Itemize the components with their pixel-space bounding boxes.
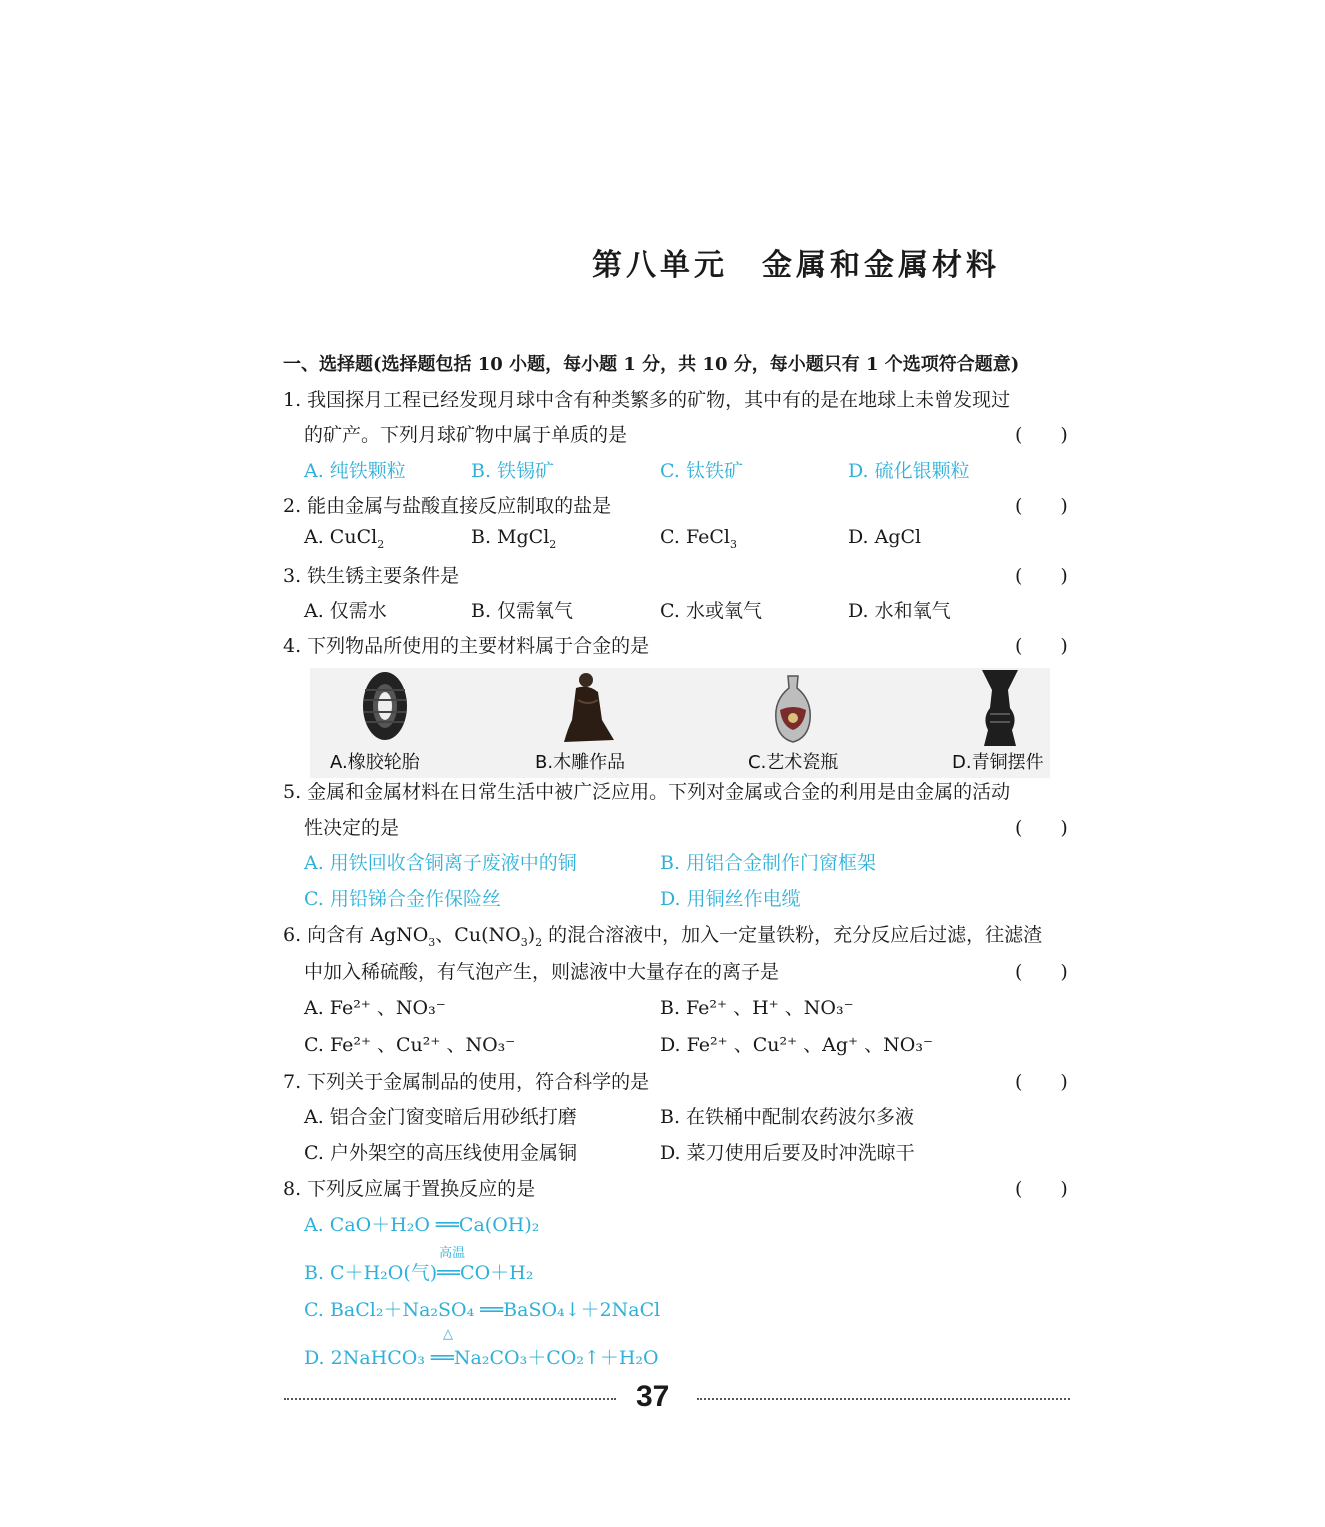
q7-option-a: A. 铝合金门窗变暗后用砂纸打磨: [304, 1106, 577, 1128]
q4-option-d: D.青铜摆件: [952, 752, 1044, 773]
q1-answer-blank: ( ): [1015, 424, 1068, 446]
q4-option-a: A.橡胶轮胎: [330, 752, 420, 773]
q8-answer-blank: ( ): [1015, 1178, 1068, 1200]
q2-stem: 2. 能由金属与盐酸直接反应制取的盐是: [283, 495, 612, 517]
q6-option-d: D. Fe²⁺ 、Cu²⁺ 、Ag⁺ 、NO₃⁻: [660, 1034, 933, 1056]
q1-stem-line1: 1. 我国探月工程已经发现月球中含有种类繁多的矿物，其中有的是在地球上未曾发现过: [283, 389, 1011, 411]
q5-stem-line1: 5. 金属和金属材料在日常生活中被广泛应用。下列对金属或合金的利用是由金属的活动: [283, 781, 1011, 803]
q8-stem: 8. 下列反应属于置换反应的是: [283, 1178, 536, 1200]
q5-option-b: B. 用铝合金制作门窗框架: [660, 852, 877, 874]
q5-stem-line2: 性决定的是: [304, 817, 400, 839]
q8-option-c: C. BaCl₂＋Na₂SO₄ ══BaSO₄↓＋2NaCl: [304, 1299, 661, 1321]
q1-option-c: C. 钛铁矿: [660, 460, 743, 482]
wood-carving-icon: [558, 670, 618, 746]
q2-option-b: B. MgCl$_2$: [471, 526, 557, 551]
q3-answer-blank: ( ): [1015, 565, 1068, 587]
q6-answer-blank: ( ): [1015, 961, 1068, 983]
q1-stem-line2: 的矿产。下列月球矿物中属于单质的是: [304, 424, 628, 446]
q3-stem: 3. 铁生锈主要条件是: [283, 565, 460, 587]
q4-option-b: B.木雕作品: [535, 752, 626, 773]
unit-title: 第八单元 金属和金属材料: [592, 248, 1000, 283]
q6-stem-line2: 中加入稀硫酸，有气泡产生，则滤液中大量存在的离子是: [304, 961, 780, 983]
q3-option-a: A. 仅需水: [304, 600, 387, 622]
footer-divider-left: [284, 1398, 616, 1400]
q3-option-b: B. 仅需氧气: [471, 600, 574, 622]
section-heading: 一、选择题(选择题包括 10 小题，每小题 1 分，共 10 分，每小题只有 1 个选项符合题意): [283, 354, 1020, 375]
q2-option-d: D. AgCl: [848, 526, 922, 548]
q7-option-d: D. 菜刀使用后要及时冲洗晾干: [660, 1142, 915, 1164]
q6-stem-line1: 6. 向含有 AgNO$_3$、$Cu(NO_3)_2$ 的混合溶液中，加入一定量铁粉，充分反应后过滤，往滤渣: [283, 924, 1043, 949]
q2-option-c: C. FeCl$_3$: [660, 526, 737, 551]
q2-answer-blank: ( ): [1015, 495, 1068, 517]
q1-option-a: A. 纯铁颗粒: [304, 460, 406, 482]
q7-option-b: B. 在铁桶中配制农药波尔多液: [660, 1106, 915, 1128]
q1-option-d: D. 硫化银颗粒: [848, 460, 970, 482]
q6-option-b: B. Fe²⁺ 、H⁺ 、NO₃⁻: [660, 997, 854, 1019]
q3-option-d: D. 水和氧气: [848, 600, 951, 622]
reaction-condition: 高温: [439, 1246, 466, 1261]
porcelain-vase-icon: [770, 674, 816, 746]
bronze-vessel-icon: [978, 668, 1022, 748]
q7-stem: 7. 下列关于金属制品的使用，符合科学的是: [283, 1071, 650, 1093]
footer-divider-right: [697, 1398, 1070, 1400]
page-number: 37: [636, 1380, 670, 1413]
q4-image-strip: [310, 668, 1050, 778]
q6-option-a: A. Fe²⁺ 、NO₃⁻: [304, 997, 446, 1019]
q5-answer-blank: ( ): [1015, 817, 1068, 839]
q5-option-a: A. 用铁回收含铜离子废液中的铜: [304, 852, 577, 874]
q5-option-d: D. 用铜丝作电缆: [660, 888, 801, 910]
q7-option-c: C. 户外架空的高压线使用金属铜: [304, 1142, 577, 1164]
q4-option-c: C.艺术瓷瓶: [748, 752, 839, 773]
q5-option-c: C. 用铅锑合金作保险丝: [304, 888, 501, 910]
q2-option-a: A. CuCl$_2$: [304, 526, 385, 551]
q3-option-c: C. 水或氧气: [660, 600, 762, 622]
tire-icon: [360, 670, 410, 742]
q6-option-c: C. Fe²⁺ 、Cu²⁺ 、NO₃⁻: [304, 1034, 516, 1056]
q1-option-b: B. 铁锡矿: [471, 460, 555, 482]
q8-option-a: A. CaO＋H₂O ══Ca(OH)₂: [304, 1214, 540, 1236]
reaction-condition: △: [443, 1327, 454, 1342]
q8-option-d: D. 2NaHCO₃ △ ══Na₂CO₃＋CO₂↑＋H₂O: [304, 1327, 659, 1369]
q7-answer-blank: ( ): [1015, 1071, 1068, 1093]
q4-stem: 4. 下列物品所使用的主要材料属于合金的是: [283, 635, 650, 657]
q4-answer-blank: ( ): [1015, 635, 1068, 657]
q8-option-b: B. C＋H₂O(气) 高温 ══CO＋H₂: [304, 1258, 533, 1285]
